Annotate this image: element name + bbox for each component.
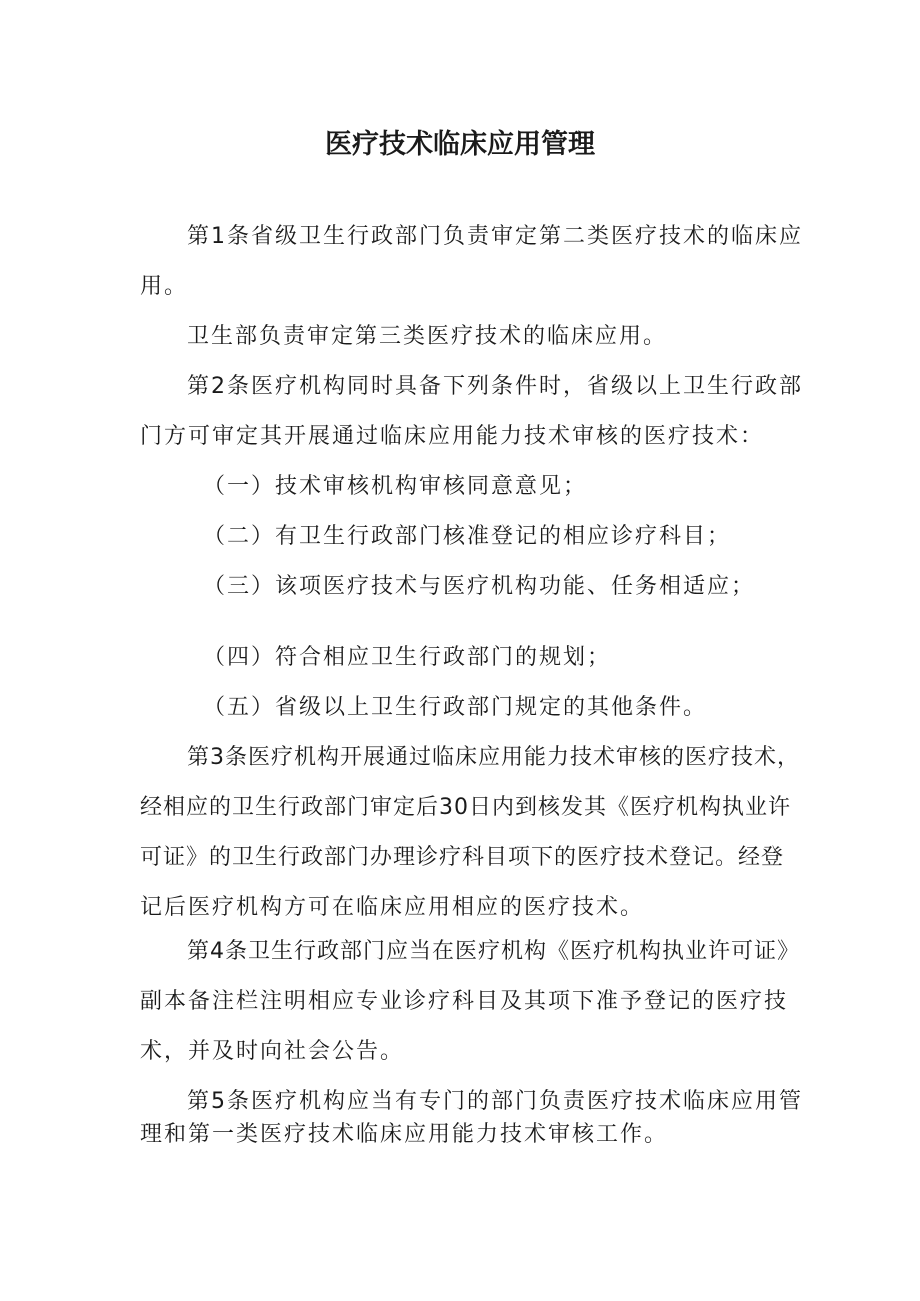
condition-item-4: （四）符合相应卫生行政部门的规划； (203, 645, 612, 670)
article-3-line-1: 第3条医疗机构开展通过临床应用能力技术审核的医疗技术， (187, 745, 800, 770)
condition-item-5: （五）省级以上卫生行政部门规定的其他条件。 (203, 695, 708, 720)
document-title: 医疗技术临床应用管理 (325, 129, 595, 160)
condition-item-1: （一）技术审核机构审核同意意见； (203, 474, 588, 499)
article-4-line-2: 副本备注栏注明相应专业诊疗科目及其项下准予登记的医疗技 (140, 989, 789, 1014)
article-2-line-2: 门方可审定其开展通过临床应用能力技术审核的医疗技术： (140, 424, 765, 449)
article-5-line-2: 理和第一类医疗技术临床应用能力技术审核工作。 (140, 1122, 669, 1147)
article-3-line-3: 可证》的卫生行政部门办理诊疗科目项下的医疗技术登记。经登 (140, 845, 785, 870)
article-4-line-1: 第4条卫生行政部门应当在医疗机构《医疗机构执业许可证》 (187, 939, 800, 964)
condition-item-2: （二）有卫生行政部门核准登记的相应诊疗科目； (203, 524, 732, 549)
article-3-line-2: 经相应的卫生行政部门审定后30日内到核发其《医疗机构执业许 (140, 795, 791, 820)
article-2-line-1: 第2条医疗机构同时具备下列条件时，省级以上卫生行政部 (187, 374, 803, 399)
article-1-line-2: 用。 (140, 274, 189, 299)
article-4-line-3: 术，并及时向社会公告。 (140, 1039, 405, 1064)
article-1-para-2: 卫生部负责审定第三类医疗技术的临床应用。 (187, 324, 668, 349)
article-5-line-1: 第5条医疗机构应当有专门的部门负责医疗技术临床应用管 (187, 1089, 803, 1114)
article-3-line-4: 记后医疗机构方可在临床应用相应的医疗技术。 (140, 895, 645, 920)
article-1-line-1: 第1条省级卫生行政部门负责审定第二类医疗技术的临床应 (187, 224, 803, 249)
condition-item-3: （三）该项医疗技术与医疗机构功能、任务相适应； (203, 574, 756, 599)
